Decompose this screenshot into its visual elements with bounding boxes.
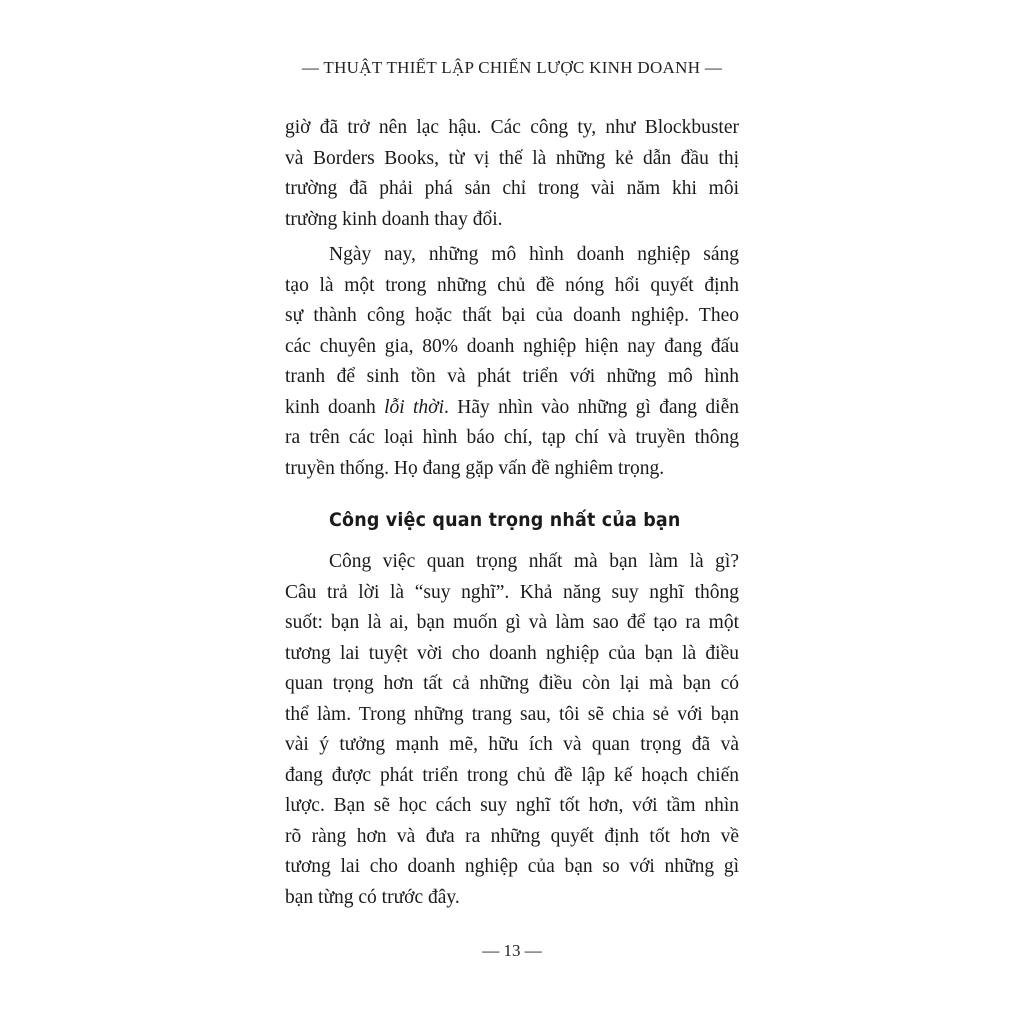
paragraph-3 — [285, 547, 739, 913]
paragraph-2 — [285, 240, 739, 484]
text-line: tranh để sinh tồn và phát triển với những mô hình — [285, 366, 739, 387]
text-line: truyền thống. Họ đang gặp vấn đề nghiêm trọng. — [285, 457, 665, 479]
text-segment: . Hãy nhìn vào những gì đang diễn — [444, 396, 739, 418]
text-line: trường kinh doanh thay đổi. — [285, 208, 503, 230]
text-line: vài ý tưởng mạnh mẽ, hữu ích và quan trọng đã và — [285, 734, 739, 755]
text-line: tạo là một trong những chủ đề nóng hổi quyết định — [285, 274, 739, 296]
text-line: tương lai tuyệt vời cho doanh nghiệp của bạn là điều — [285, 642, 739, 664]
text-line: bạn từng có trước đây. — [285, 886, 460, 908]
text-line: Công việc quan trọng nhất mà bạn làm là gì? — [329, 551, 739, 572]
running-head: — THUẬT THIẾT LẬP CHIẾN LƯỢC KINH DOANH — — [301, 58, 723, 77]
text-line: suốt: bạn là ai, bạn muốn gì và làm sao để tạo ra một — [285, 612, 739, 633]
text-line: tương lai cho doanh nghiệp của bạn so với những gì — [285, 856, 739, 877]
page-number: — 13 — — [482, 941, 542, 960]
text-line: thể làm. Trong những trang sau, tôi sẽ chia sẻ với bạn — [285, 703, 739, 725]
text-line: quan trọng hơn tất cả những điều còn lại mà bạn có — [285, 673, 739, 694]
text-line: giờ đã trở nên lạc hậu. Các công ty, như Blockbuster — [285, 117, 739, 138]
text-line: ra trên các loại hình báo chí, tạp chí và truyền thông — [285, 427, 739, 448]
text-line: Câu trả lời là “suy nghĩ”. Khả năng suy nghĩ thông — [285, 581, 739, 603]
text-line: đang được phát triển trong chủ đề lập kế hoạch chiến — [285, 764, 739, 786]
text-line: trường đã phải phá sản chỉ trong vài năm khi môi — [285, 178, 739, 199]
text-line: sự thành công hoặc thất bại của doanh nghiệp. Theo — [285, 305, 739, 326]
text-segment: kinh doanh — [285, 396, 385, 418]
text-line: lược. Bạn sẽ học cách suy nghĩ tốt hơn, với tầm nhìn — [285, 795, 739, 816]
paragraph-1 — [285, 113, 739, 235]
italic-term: lỗi thời — [384, 396, 445, 418]
text-line: rõ ràng hơn và đưa ra những quyết định tốt hơn về — [285, 825, 739, 847]
section-heading: Công việc quan trọng nhất của bạn — [329, 509, 681, 531]
text-line: và Borders Books, từ vị thế là những kẻ dẫn đầu thị — [285, 147, 739, 169]
text-line: Ngày nay, những mô hình doanh nghiệp sáng — [329, 244, 739, 265]
text-line: các chuyên gia, 80% doanh nghiệp hiện nay đang đấu — [285, 335, 739, 357]
text-line-with-italic — [285, 393, 739, 424]
